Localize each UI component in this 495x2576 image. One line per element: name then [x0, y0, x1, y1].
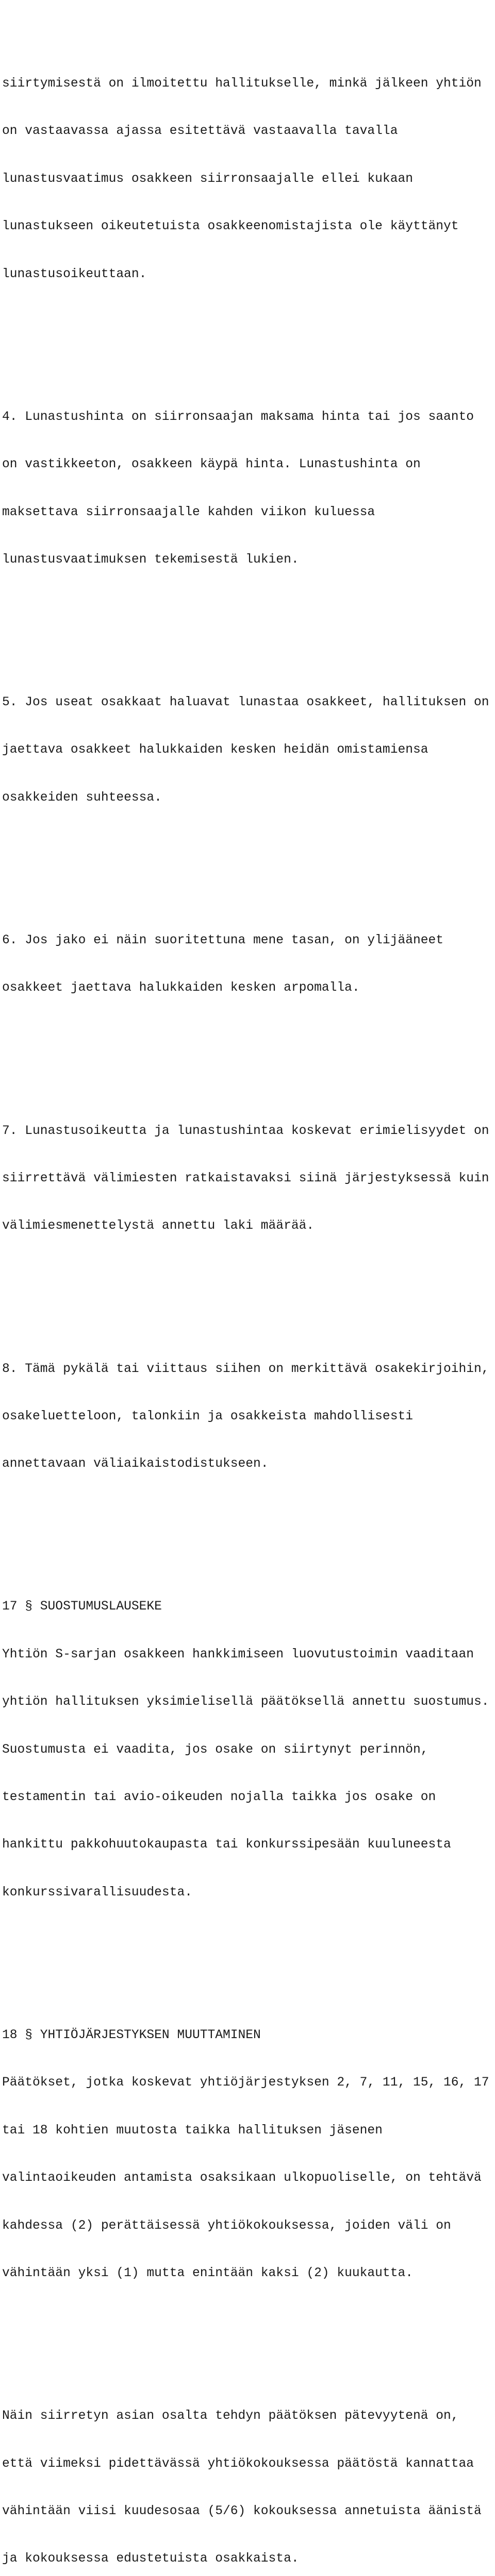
text-line: 5. Jos useat osakkaat haluavat lunastaa osakkeet, hallituksen on — [2, 696, 489, 710]
paragraph-continuation — [2, 44, 495, 314]
text-line: vähintään viisi kuudesosaa (5/6) kokouksessa annetuista äänistä — [2, 2504, 482, 2518]
paragraph-item-6 — [2, 901, 495, 1028]
paragraph-validity — [2, 2377, 495, 2576]
text-line: Suostumusta ei vaadita, jos osake on siirtynyt perinnön, — [2, 1742, 428, 1757]
text-line: välimiesmenettelystä annettu laki määrää. — [2, 1219, 315, 1233]
text-line: lunastusvaatimus osakkeen siirronsaajalle ellei kukaan — [2, 172, 413, 186]
text-line: valintaoikeuden antamista osaksikaan ulkopuoliselle, on tehtävä — [2, 2171, 482, 2185]
text-line: testamentin tai avio-oikeuden nojalla taikka jos osake on — [2, 1790, 436, 1805]
paragraph-item-7 — [2, 1092, 495, 1266]
text-line: yhtiön hallituksen yksimielisellä päätöksellä annettu suostumus. — [2, 1695, 489, 1709]
text-line: ja kokouksessa edustetuista osakkaista. — [2, 2552, 299, 2566]
text-line: siirrettävä välimiesten ratkaistavaksi siinä järjestyksessä kuin — [2, 1171, 489, 1185]
text-line: osakkeet jaettava halukkaiden kesken arpomalla. — [2, 981, 360, 995]
text-line: on vastaavassa ajassa esitettävä vastaavalla tavalla — [2, 124, 398, 139]
section-heading: 18 § YHTIÖJÄRJESTYKSEN MUUTTAMINEN — [2, 2028, 261, 2042]
text-line: 6. Jos jako ei näin suoritettuna mene tasan, on ylijääneet — [2, 934, 444, 948]
text-line: tai 18 kohtien muutosta taikka hallituksen jäsenen — [2, 2123, 383, 2138]
text-line: 7. Lunastusoikeutta ja lunastushintaa koskevat erimielisyydet on — [2, 1124, 489, 1138]
paragraph-item-5 — [2, 663, 495, 838]
text-line: lunastusvaatimuksen tekemisestä lukien. — [2, 552, 299, 567]
text-line: 4. Lunastushinta on siirronsaajan maksama hinta tai jos saanto — [2, 410, 474, 424]
section-17 — [2, 1568, 495, 1933]
paragraph-item-4 — [2, 378, 495, 600]
text-line: maksettava siirronsaajalle kahden viikon kuluessa — [2, 505, 375, 519]
text-line: osakkeiden suhteessa. — [2, 790, 162, 805]
section-heading: 17 § SUOSTUMUSLAUSEKE — [2, 1600, 162, 1614]
section-18 — [2, 1996, 495, 2313]
text-line: on vastikkeeton, osakkeen käypä hinta. Lunastushinta on — [2, 457, 421, 472]
text-line: konkurssivarallisuudesta. — [2, 1885, 192, 1900]
text-line: että viimeksi pidettävässä yhtiökokouksessa päätöstä kannattaa — [2, 2456, 474, 2471]
text-line: hankittu pakkohuutokaupasta tai konkurssipesään kuuluneesta — [2, 1838, 451, 1852]
text-line: 8. Tämä pykälä tai viittaus siihen on merkittävä osakekirjoihin, — [2, 1362, 489, 1376]
text-line: lunastukseen oikeutetuista osakkeenomistajista ole käyttänyt — [2, 219, 459, 234]
paragraph-item-8 — [2, 1330, 495, 1504]
text-line: lunastusoikeuttaan. — [2, 267, 147, 281]
text-line: Yhtiön S-sarjan osakkeen hankkimiseen luovutustoimin vaaditaan — [2, 1647, 474, 1662]
text-line: vähintään yksi (1) mutta enintään kaksi (2) kuukautta. — [2, 2266, 413, 2280]
text-line: kahdessa (2) perättäisessä yhtiökokouksessa, joiden väli on — [2, 2218, 451, 2233]
text-line: Näin siirretyn asian osalta tehdyn päätöksen pätevyytenä on, — [2, 2409, 459, 2424]
text-line: jaettava osakkeet halukkaiden kesken heidän omistamiensa — [2, 743, 428, 757]
document-page — [2, 0, 495, 2576]
text-line: osakeluetteloon, talonkiin ja osakkeista mahdollisesti — [2, 1409, 413, 1423]
text-line: siirtymisestä on ilmoitettu hallitukselle, minkä jälkeen yhtiön — [2, 76, 482, 91]
text-line: annettavaan väliaikaistodistukseen. — [2, 1457, 269, 1471]
text-line: Päätökset, jotka koskevat yhtiöjärjestyksen 2, 7, 11, 15, 16, 17 — [2, 2076, 489, 2090]
